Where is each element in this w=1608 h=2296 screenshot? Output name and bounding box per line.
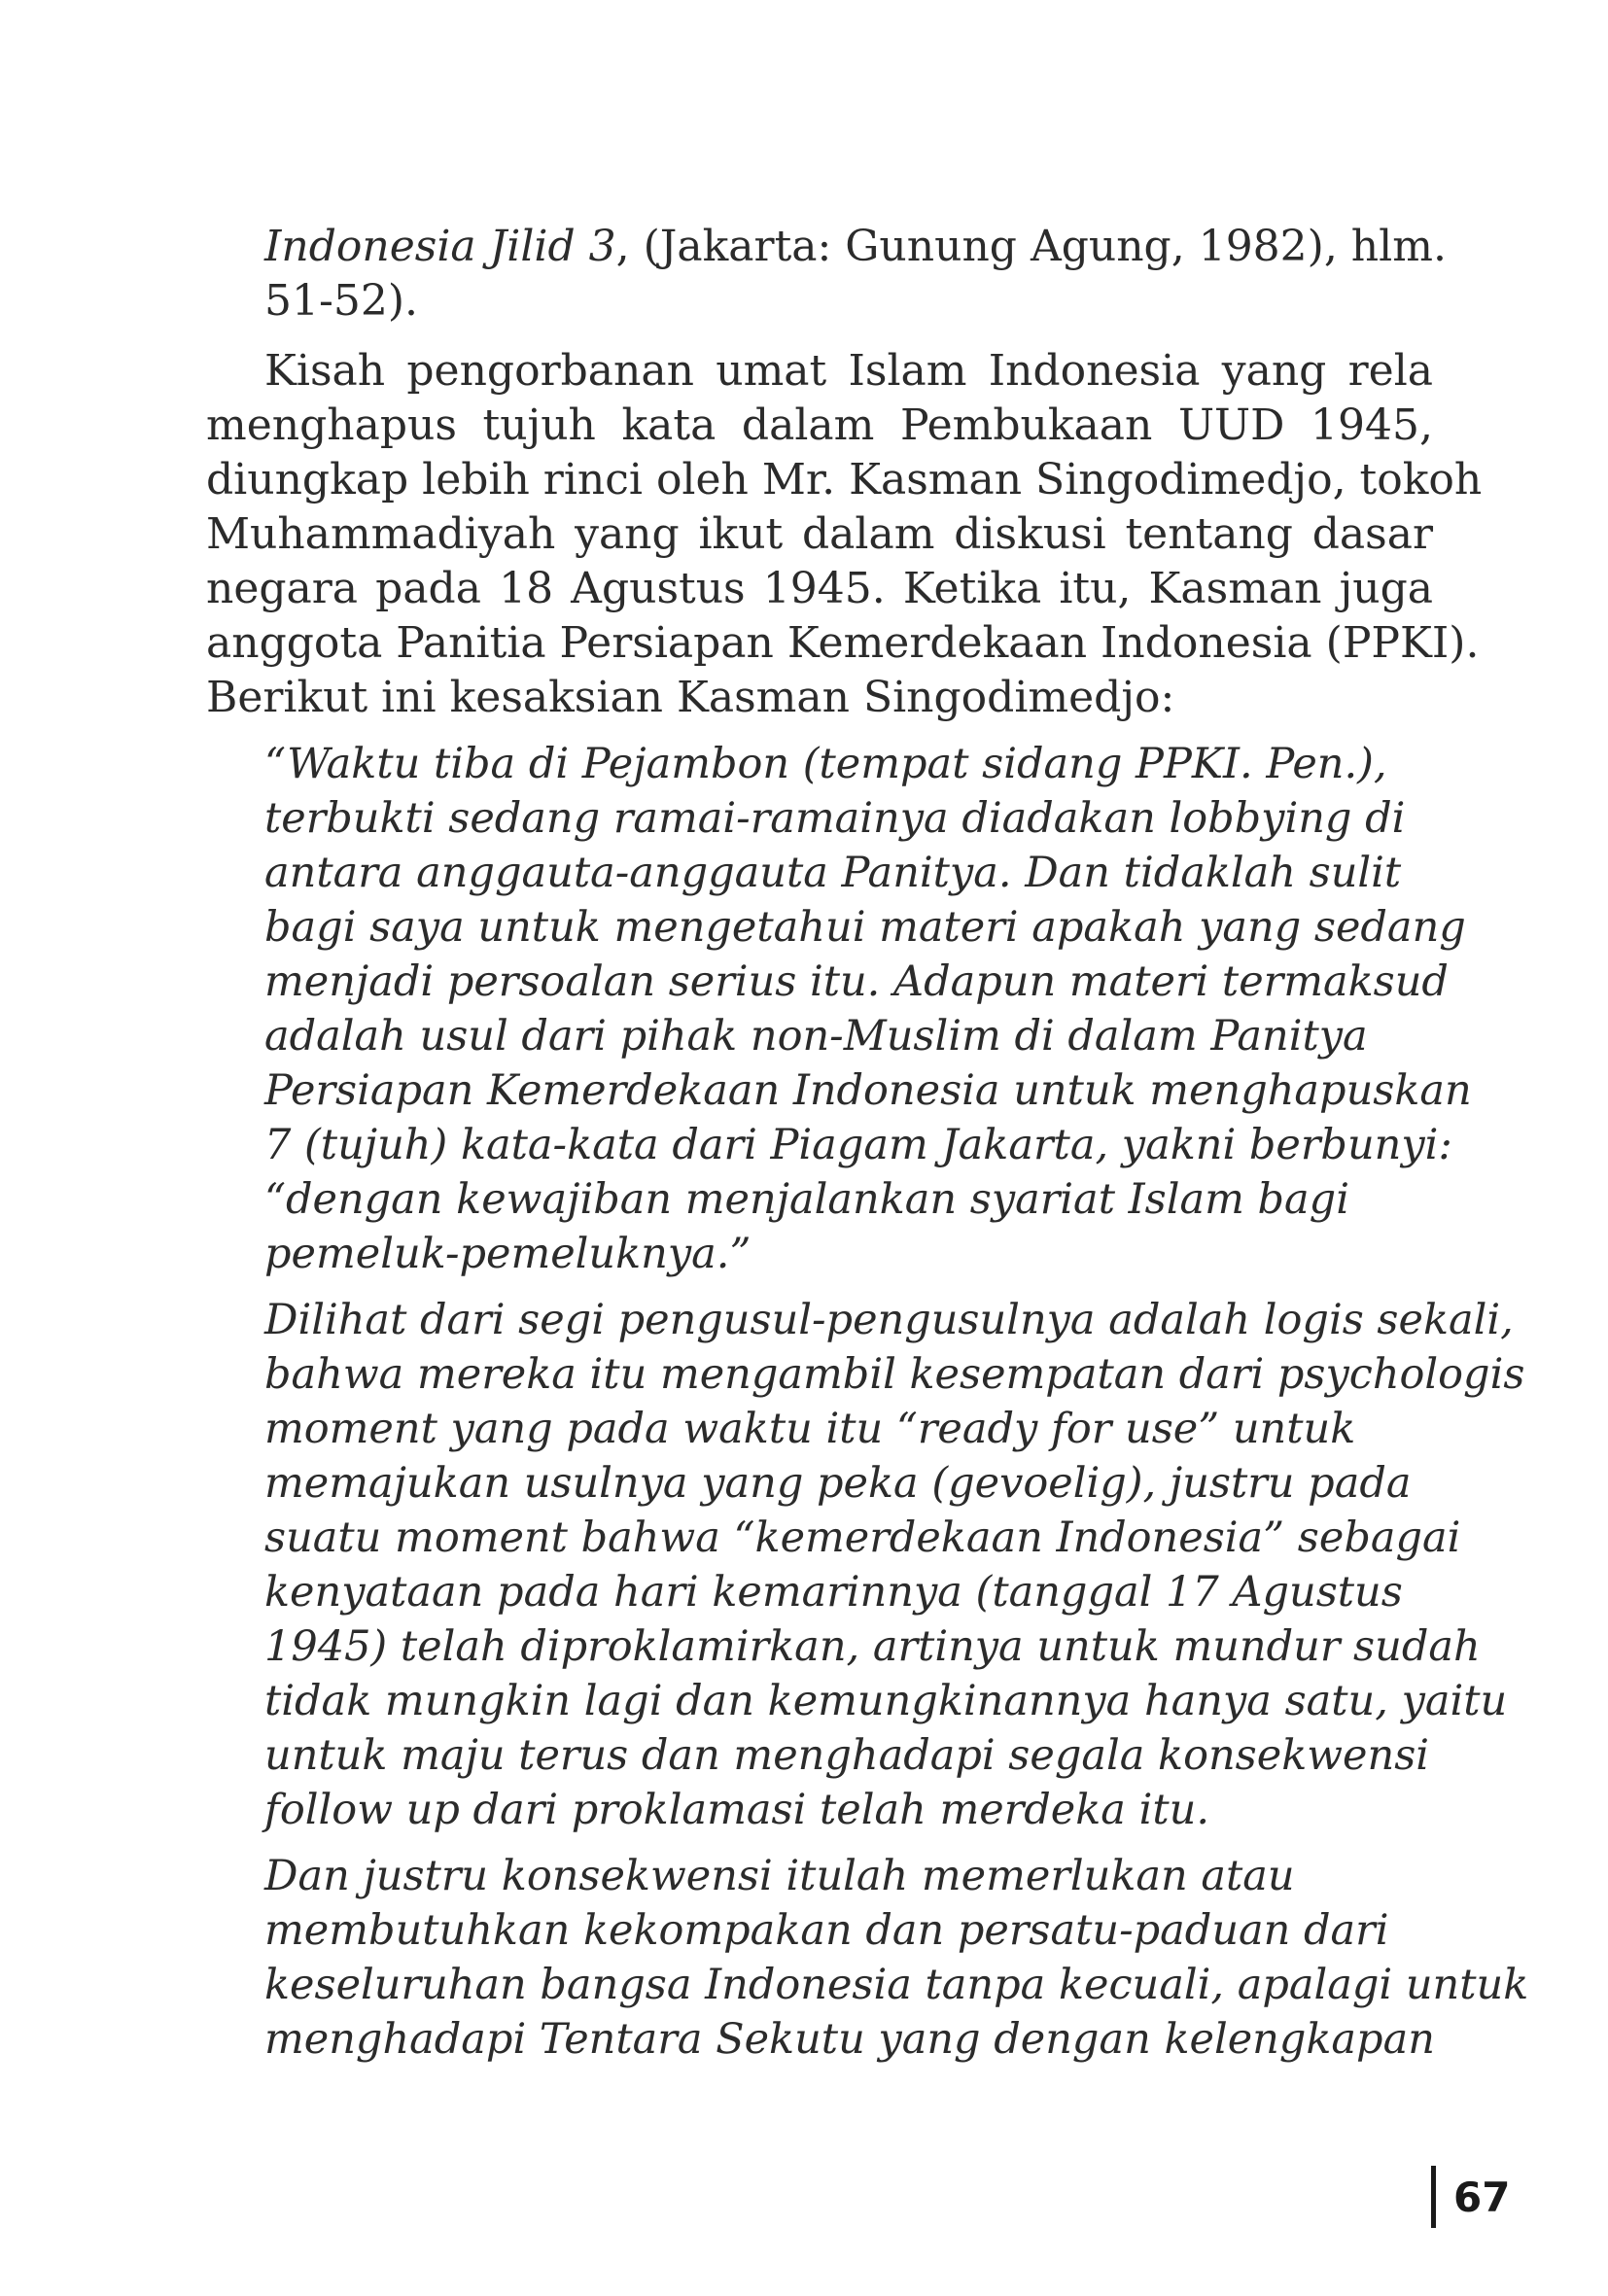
quote-line: Persiapan Kemerdekaan Indonesia untuk menghapuskan: [264, 1066, 1472, 1115]
quote-line: menjadi persoalan serius itu. Adapun materi termaksud: [264, 957, 1449, 1006]
quote-line: bahwa mereka itu mengambil kesempatan dari psychologis: [264, 1350, 1525, 1399]
reference-publication: , (Jakarta: Gunung Agung, 1982), hlm.: [615, 222, 1447, 271]
paragraph-line: diungkap lebih rinci oleh Mr. Kasman Singodimedjo, tokoh: [206, 455, 1483, 504]
quote-line: 7 (tujuh) kata-kata dari Piagam Jakarta, yakni berbunyi:: [264, 1121, 1452, 1169]
quote-line: keseluruhan bangsa Indonesia tanpa kecuali, apalagi untuk: [264, 1961, 1529, 2009]
quote-line: kenyataan pada hari kemarinnya (tanggal 17 Agustus: [264, 1568, 1403, 1617]
quote-line: “dengan kewajiban menjalankan syariat Islam bagi: [264, 1175, 1349, 1224]
quote-line: adalah usul dari pihak non-Muslim di dalam Panitya: [264, 1012, 1368, 1061]
quote-line: antara anggauta-anggauta Panitya. Dan tidaklah sulit: [264, 849, 1402, 897]
reference-line-1: [264, 220, 1447, 274]
quote-line: untuk maju terus dan menghadapi segala konsekwensi: [264, 1731, 1430, 1780]
quote-line: terbukti sedang ramai-ramainya diadakan lobbying di: [264, 794, 1406, 843]
quote-line: Dilihat dari segi pengusul-pengusulnya adalah logis sekali,: [264, 1296, 1514, 1344]
quote-line: suatu moment bahwa “kemerdekaan Indonesia” sebagai: [264, 1513, 1461, 1562]
quote-line: “Waktu tiba di Pejambon (tempat sidang PPKI. Pen.),: [264, 740, 1387, 788]
paragraph-line: menghapus tujuh kata dalam Pembukaan UUD 1945,: [206, 400, 1433, 450]
quote-line: moment yang pada waktu itu “ready for use” untuk: [264, 1405, 1356, 1453]
paragraph-line: Kisah pengorbanan umat Islam Indonesia yang rela: [264, 346, 1433, 396]
paragraph-line: negara pada 18 Agustus 1945. Ketika itu, Kasman juga: [206, 564, 1433, 613]
quote-line: menghadapi Tentara Sekutu yang dengan kelengkapan: [264, 2015, 1435, 2064]
quote-line: memajukan usulnya yang peka (gevoelig), justru pada: [264, 1459, 1412, 1508]
quote-line: 1945) telah diproklamirkan, artinya untuk mundur sudah: [264, 1622, 1481, 1671]
quote-line: tidak mungkin lagi dan kemungkinannya hanya satu, yaitu: [264, 1677, 1508, 1725]
page-number: 67: [1453, 2173, 1511, 2221]
quote-line: membutuhkan kekompakan dan persatu-paduan dari: [264, 1906, 1389, 1955]
quote-line: follow up dari proklamasi telah merdeka itu.: [264, 1786, 1209, 1834]
quote-line: pemeluk-pemeluknya.”: [264, 1230, 752, 1278]
reference-title: Indonesia Jilid 3: [264, 222, 616, 271]
page-footer: [1431, 2166, 1510, 2228]
reference-line-2: 51-52).: [264, 276, 418, 326]
quote-line: bagi saya untuk mengetahui materi apakah yang sedang: [264, 903, 1466, 952]
paragraph-line: anggota Panitia Persiapan Kemerdekaan Indonesia (PPKI).: [206, 618, 1480, 668]
quote-line: Dan justru konsekwensi itulah memerlukan atau: [264, 1852, 1295, 1900]
paragraph-line: Berikut ini kesaksian Kasman Singodimedjo:: [206, 673, 1175, 722]
page-number-divider: [1431, 2166, 1436, 2228]
paragraph-line: Muhammadiyah yang ikut dalam diskusi tentang dasar: [206, 509, 1433, 559]
